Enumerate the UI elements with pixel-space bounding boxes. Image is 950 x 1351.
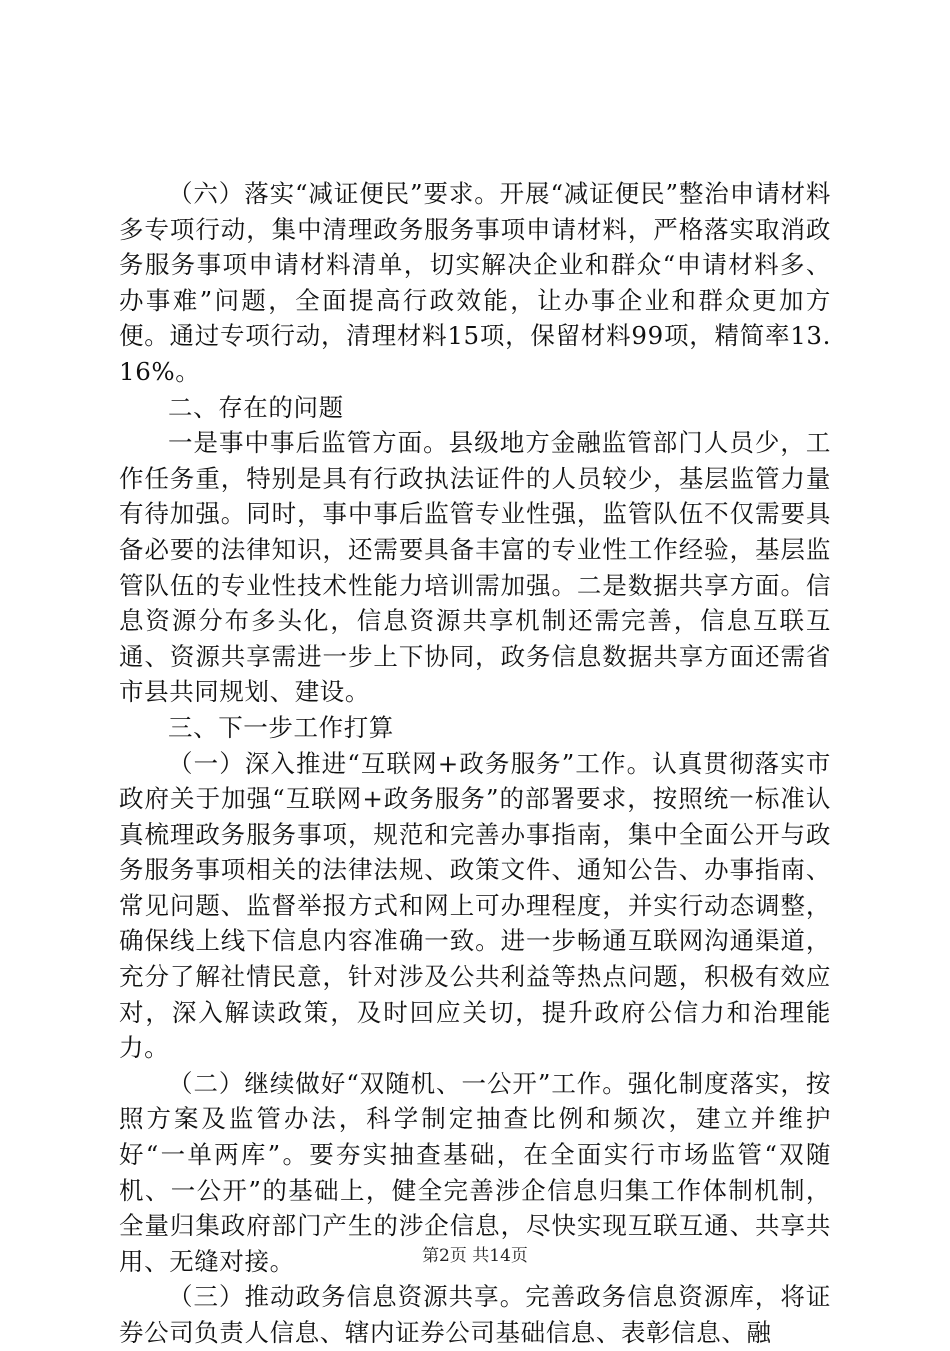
page-number-footer: 第2页 共14页	[422, 1246, 528, 1266]
paragraph-problems: 一是事中事后监管方面。县级地方金融监管部门人员少，工作任务重，特别是具有行政执法证件的人员较少，基层监管力量有待加强。同时，事中事后监管专业性强，监管队伍不仅需要具备必要的法律知识，还需要具备丰富的专业性工作经验，基层监管队伍的专业性技术性能力培训需加强。二是数据共享方面。信息资源分布多头化，信息资源共享机制还需完善，信息互联互通、资源共享需进一步上下协同，政务信息数据共享方面还需省市县共同规划、建设。	[119, 428, 831, 707]
paragraph-internet-services: （一）深入推进“互联网+政务服务”工作。认真贯彻落实市政府关于加强“互联网+政务服务”的部署要求，按照统一标准认真梳理政务服务事项，规范和完善办事指南，集中全面公开与政务服务事项相关的法律法规、政策文件、通知公告、办事指南、常见问题、监督举报方式和网上可办理程度，并实行动态调整，确保线上线下信息内容准确一致。进一步畅通互联网沟通渠道，充分了解社情民意，针对涉及公共利益等热点问题，积极有效应对，深入解读政策，及时回应关切，提升政府公信力和治理能力。	[119, 748, 831, 1063]
paragraph-six-reduce-certificates: （六）落实“减证便民”要求。开展“减证便民”整治申请材料多专项行动，集中清理政务服务事项申请材料，严格落实取消政务服务事项申请材料清单，切实解决企业和群众“申请材料多、办事难”问题，全面提高行政效能，让办事企业和群众更加方便。通过专项行动，清理材料15项，保留材料99项，精简率13.16%。	[119, 179, 831, 386]
section-heading-problems: 二、存在的问题	[168, 392, 344, 422]
paragraph-info-sharing: （三）推动政务信息资源共享。完善政务信息资源库，将证券公司负责人信息、辖内证券公司基础信息、表彰信息、融	[119, 1282, 831, 1347]
document-body	[119, 176, 831, 1351]
section-heading-next-steps: 三、下一步工作打算	[168, 712, 394, 742]
paragraph-double-random: （二）继续做好“双随机、一公开”工作。强化制度落实，按照方案及监管办法，科学制定抽查比例和频次，建立并维护好“一单两库”。要夯实抽查基础，在全面实行市场监管“双随机、一公开”的基础上，健全完善涉企信息归集工作体制机制，全量归集政府部门产生的涉企信息，尽快实现互联互通、共享共用、无缝对接。	[119, 1068, 831, 1276]
